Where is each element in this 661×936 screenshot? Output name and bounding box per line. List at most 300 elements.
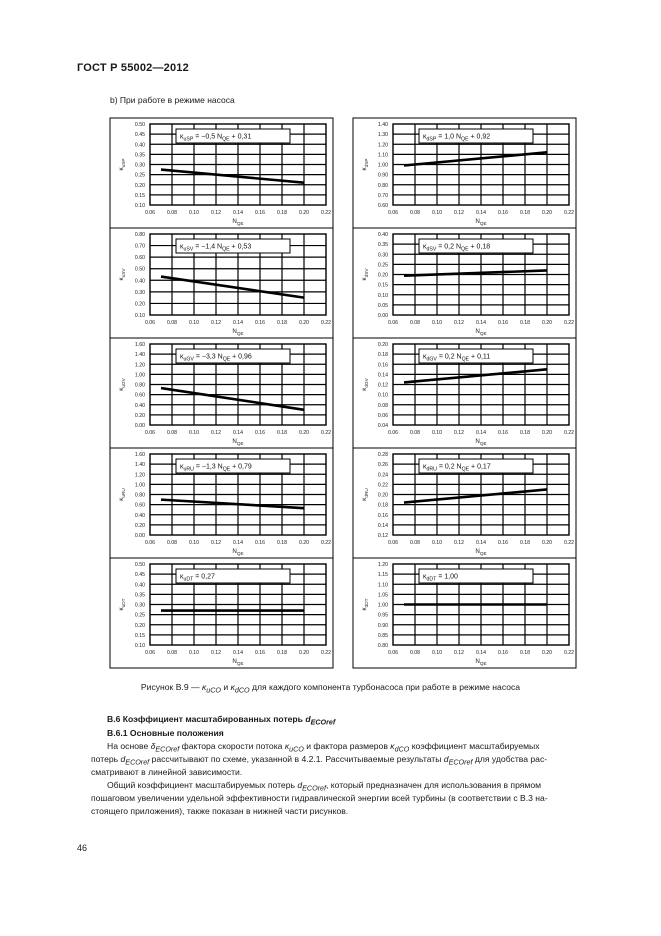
legend-kappa-sub: uSP	[183, 136, 194, 143]
y-tick-label: 0.16	[377, 362, 388, 369]
y-tick-label: 0.05	[377, 302, 388, 309]
x-tick-label: 0.20	[298, 430, 310, 436]
legend-box	[419, 239, 533, 253]
x-axis-label	[232, 548, 243, 556]
x-tick-label: 0.12	[210, 540, 222, 546]
page-number: 46	[77, 843, 88, 853]
y-tick-label: 1.00	[377, 162, 388, 169]
legend-kappa-sub: dGV	[426, 356, 437, 363]
x-tick-label: 0.08	[166, 540, 178, 546]
b6-title-text: B.6 Коэффициент масштабированных потерь	[107, 714, 306, 724]
legend-kappa: κ	[423, 243, 427, 251]
caption-suffix: для каждого компонента турбонасоса при работе в режиме насоса	[249, 682, 521, 692]
legend-box	[419, 129, 533, 143]
x-tick-label: 0.20	[298, 650, 310, 656]
y-axis-label	[118, 488, 126, 500]
x-tick-label: 0.18	[276, 540, 288, 546]
document-header: ГОСТ Р 55002—2012	[77, 62, 189, 74]
x-axis-label-sub: QE	[479, 331, 487, 336]
legend-kappa-sub: dDT	[426, 576, 437, 583]
x-tick-label: 0.10	[188, 430, 200, 436]
x-axis-label-main: N	[232, 658, 237, 665]
legend-kappa: κ	[180, 243, 184, 251]
legend-nqe-sub: QE	[222, 466, 231, 473]
legend-box	[419, 349, 533, 363]
y-tick-label: 1.05	[377, 592, 388, 599]
y-tick-label: 1.40	[134, 352, 145, 359]
legend-intercept: + 0,11	[469, 353, 491, 361]
y-axis-label-sub: uSV	[121, 268, 126, 278]
y-tick-label: 0.20	[377, 342, 388, 348]
y-tick-label: 1.60	[134, 452, 145, 458]
y-tick-label: 0.30	[377, 252, 388, 259]
x-tick-label: 0.16	[497, 210, 509, 216]
x-tick-label: 0.06	[387, 320, 399, 326]
paragraph-line-3: сматривают в линейной зависимости.	[91, 767, 243, 777]
paragraph-line-5: пошаговом увеличении удельной эффективности гидравлической энергии всей турбины (в соответствии с B.3 на-	[91, 793, 548, 803]
y-tick-label: 0.60	[377, 203, 388, 209]
y-tick-label: 0.26	[377, 462, 388, 469]
legend-nqe-sub: QE	[222, 356, 231, 363]
section-b6-title	[107, 714, 335, 727]
x-axis-label-main: N	[232, 438, 237, 445]
x-tick-label: 0.12	[210, 650, 222, 656]
legend-eq-part: = −3,3 N	[193, 353, 223, 361]
x-axis-label	[475, 548, 486, 556]
y-tick-label: 0.30	[134, 162, 145, 169]
y-axis-label-sub: uRU	[121, 488, 126, 498]
legend-nqe-sub: QE	[461, 246, 469, 253]
legend-kappa: κ	[423, 463, 427, 471]
y-axis-label-sub: uGV	[121, 378, 126, 388]
p4-d: d	[297, 780, 303, 790]
legend-nqe-sub: QE	[222, 136, 230, 143]
legend-kappa: κ	[180, 463, 184, 471]
y-tick-label: 0.10	[377, 392, 388, 399]
y-tick-label: 0.15	[134, 632, 145, 639]
y-tick-label: 0.90	[377, 622, 388, 629]
x-tick-label: 0.22	[563, 540, 575, 546]
p1-c: и фактора размеров	[303, 741, 391, 751]
y-tick-label: 0.80	[134, 492, 145, 499]
x-tick-label: 0.22	[320, 210, 332, 216]
x-tick-label: 0.08	[166, 650, 178, 656]
x-tick-label: 0.14	[475, 430, 487, 436]
x-axis-label-sub: QE	[236, 661, 244, 666]
x-tick-label: 0.20	[541, 210, 553, 216]
p1-kappa-u-sub: uCO	[289, 745, 304, 754]
x-tick-label: 0.22	[563, 320, 575, 326]
chart-panel-left-5	[110, 558, 333, 668]
paragraph-line-6: стоящего приложения), также показан в нижней части рисунков.	[91, 806, 349, 816]
y-tick-label: 0.80	[134, 232, 145, 238]
x-axis-label-main: N	[475, 548, 480, 555]
x-tick-label: 0.10	[431, 430, 443, 436]
y-tick-label: 0.25	[134, 612, 145, 619]
x-tick-label: 0.16	[254, 430, 266, 436]
legend-kappa-sub: uGV	[183, 356, 194, 363]
legend-kappa-sub: uDT	[183, 576, 194, 583]
y-axis-label-sub: dSV	[364, 268, 369, 278]
x-axis-label	[475, 328, 486, 336]
legend-nqe-sub: QE	[461, 466, 470, 473]
y-tick-label: 0.04	[377, 423, 388, 429]
y-tick-label: 0.22	[377, 482, 388, 489]
legend-eq-part: = −0,5 N	[193, 133, 223, 141]
y-tick-label: 0.40	[134, 512, 145, 519]
x-tick-label: 0.06	[387, 650, 399, 656]
x-axis-label	[232, 658, 243, 666]
y-tick-label: 0.70	[134, 243, 145, 250]
x-tick-label: 0.14	[232, 320, 244, 326]
x-tick-label: 0.18	[519, 320, 531, 326]
y-axis-label-main: κ	[118, 167, 125, 171]
p1-d: коэффициент масштабируемых	[409, 741, 540, 751]
y-tick-label: 0.40	[377, 232, 388, 238]
y-tick-label: 1.30	[377, 132, 388, 139]
caption-kappa-u-sub: uCO	[206, 686, 221, 695]
legend-kappa-sub: uSV	[183, 246, 194, 253]
x-tick-label: 0.14	[475, 210, 487, 216]
x-axis-label-sub: QE	[479, 551, 487, 556]
x-axis-label	[475, 218, 486, 226]
p1-kappa-d-sub: dCO	[394, 745, 410, 754]
x-tick-label: 0.08	[409, 650, 421, 656]
p4-b: , который предназначен для использования в прямом	[326, 780, 542, 790]
chart-panel-right-2	[353, 228, 576, 338]
y-tick-label: 0.14	[377, 372, 388, 379]
x-tick-label: 0.10	[431, 210, 443, 216]
p2-d: d	[120, 754, 126, 764]
x-tick-label: 0.06	[144, 210, 156, 216]
x-tick-label: 0.12	[453, 540, 465, 546]
x-tick-label: 0.22	[320, 540, 332, 546]
figure-caption	[0, 682, 661, 695]
y-tick-label: 0.35	[134, 152, 145, 159]
x-tick-label: 0.16	[254, 650, 266, 656]
y-tick-label: 0.10	[134, 643, 145, 649]
y-axis-label-main: κ	[361, 167, 368, 171]
y-axis-label	[361, 377, 369, 390]
x-tick-label: 0.16	[497, 430, 509, 436]
x-axis-label-sub: QE	[236, 441, 244, 446]
y-tick-label: 1.00	[377, 602, 388, 609]
p1-kappa-d: κ	[390, 741, 395, 751]
x-tick-label: 0.08	[166, 210, 178, 216]
y-tick-label: 0.16	[377, 512, 388, 519]
y-tick-label: 0.00	[377, 313, 388, 319]
y-tick-label: 1.20	[134, 362, 145, 369]
y-axis-label-main: κ	[118, 607, 125, 611]
x-tick-label: 0.06	[387, 430, 399, 436]
x-tick-label: 0.12	[453, 210, 465, 216]
legend-intercept: + 0,17	[469, 463, 491, 471]
x-axis-label-sub: QE	[236, 221, 244, 226]
x-tick-label: 0.16	[254, 540, 266, 546]
x-tick-label: 0.22	[563, 210, 575, 216]
x-axis-label-sub: QE	[479, 221, 487, 226]
y-tick-label: 0.40	[134, 582, 145, 589]
x-tick-label: 0.08	[409, 430, 421, 436]
x-tick-label: 0.18	[276, 430, 288, 436]
y-tick-label: 0.35	[377, 242, 388, 249]
y-axis-label-main: κ	[118, 497, 125, 501]
x-tick-label: 0.18	[519, 650, 531, 656]
y-axis-label	[118, 377, 126, 390]
x-axis-label	[475, 438, 486, 446]
caption-mid: и	[221, 682, 231, 692]
y-tick-label: 1.15	[377, 572, 388, 579]
x-axis-label-main: N	[475, 438, 480, 445]
x-tick-label: 0.06	[144, 650, 156, 656]
y-tick-label: 0.50	[134, 266, 145, 273]
y-axis-label-main: κ	[361, 607, 368, 611]
y-tick-label: 0.30	[134, 289, 145, 296]
legend-eq-part: = 0,2 N	[436, 463, 462, 471]
y-tick-label: 0.20	[134, 522, 145, 529]
y-tick-label: 0.90	[377, 172, 388, 179]
x-axis-label-main: N	[232, 548, 237, 555]
y-tick-label: 0.15	[377, 282, 388, 289]
x-tick-label: 0.20	[298, 320, 310, 326]
legend-box	[176, 349, 290, 363]
y-tick-label: 0.45	[134, 132, 145, 139]
x-tick-label: 0.12	[453, 650, 465, 656]
y-tick-label: 0.60	[134, 255, 145, 262]
y-tick-label: 0.95	[377, 612, 388, 619]
y-axis-label-sub: dGV	[364, 378, 369, 388]
y-axis-label	[361, 598, 369, 610]
x-tick-label: 0.12	[210, 430, 222, 436]
y-tick-label: 1.40	[134, 462, 145, 469]
y-tick-label: 0.50	[134, 562, 145, 568]
p1-delta-sub: ECOref	[155, 745, 180, 754]
y-tick-label: 0.40	[134, 278, 145, 285]
x-tick-label: 0.20	[541, 540, 553, 546]
x-tick-label: 0.14	[232, 210, 244, 216]
x-tick-label: 0.06	[387, 210, 399, 216]
y-tick-label: 0.70	[377, 192, 388, 199]
x-tick-label: 0.18	[276, 210, 288, 216]
y-axis-label	[361, 488, 369, 500]
legend-box	[176, 569, 290, 583]
y-tick-label: 1.40	[377, 122, 388, 128]
y-tick-label: 0.60	[134, 502, 145, 509]
chart-panel-left-4	[110, 448, 333, 558]
p2-b: рассчитывают по схеме, указанной в 4.2.1. Рассчитываемые результаты	[149, 754, 444, 764]
y-axis-label	[118, 268, 126, 281]
legend-kappa: κ	[423, 353, 427, 361]
x-tick-label: 0.14	[232, 650, 244, 656]
legend-eq-part: = −1,3 N	[193, 463, 223, 471]
x-tick-label: 0.10	[188, 210, 200, 216]
y-tick-label: 0.00	[134, 423, 145, 429]
x-axis-label-main: N	[475, 328, 480, 335]
caption-kappa-u: κ	[201, 682, 207, 692]
x-tick-label: 0.06	[144, 540, 156, 546]
x-tick-label: 0.14	[475, 650, 487, 656]
y-tick-label: 0.10	[134, 203, 145, 209]
x-axis-label-sub: QE	[236, 551, 244, 556]
legend-kappa-sub: dSP	[426, 136, 437, 143]
x-tick-label: 0.12	[453, 320, 465, 326]
y-tick-label: 0.25	[134, 172, 145, 179]
y-tick-label: 0.30	[134, 602, 145, 609]
x-tick-label: 0.16	[497, 650, 509, 656]
legend-intercept: + 0,31	[229, 133, 252, 141]
legend-intercept: + 0,92	[468, 133, 491, 141]
y-tick-label: 0.15	[134, 192, 145, 199]
legend-nqe-sub: QE	[461, 136, 469, 143]
chart-panel-left-3	[110, 338, 333, 448]
p2-c: для удобства рас-	[472, 754, 548, 764]
y-tick-label: 0.80	[377, 643, 388, 649]
y-axis-label	[118, 159, 126, 171]
x-tick-label: 0.08	[409, 320, 421, 326]
x-axis-label	[475, 658, 486, 666]
y-axis-label	[361, 268, 369, 281]
y-axis-label-sub: dRU	[364, 488, 369, 498]
y-tick-label: 0.45	[134, 572, 145, 579]
y-axis-label-sub: dSP	[364, 158, 369, 168]
y-tick-label: 1.20	[377, 562, 388, 568]
x-tick-label: 0.12	[210, 320, 222, 326]
x-axis-label-sub: QE	[479, 441, 487, 446]
y-tick-label: 0.20	[134, 301, 145, 308]
x-axis-label-sub: QE	[479, 661, 487, 666]
legend-kappa: κ	[423, 573, 427, 581]
x-tick-label: 0.08	[166, 430, 178, 436]
b6-symbol: d	[305, 714, 311, 724]
x-tick-label: 0.22	[320, 430, 332, 436]
x-axis-label-main: N	[232, 328, 237, 335]
chart-panel-right-4	[353, 448, 576, 558]
y-tick-label: 0.80	[377, 182, 388, 189]
y-tick-label: 0.06	[377, 412, 388, 419]
y-tick-label: 0.50	[134, 122, 145, 128]
x-tick-label: 0.18	[519, 430, 531, 436]
y-tick-label: 0.40	[134, 402, 145, 409]
x-axis-label-sub: QE	[236, 331, 244, 336]
legend-intercept: + 0,18	[468, 243, 491, 251]
legend-nqe-sub: QE	[222, 246, 230, 253]
y-tick-label: 0.25	[377, 262, 388, 269]
legend-eq-part: = 0,2 N	[436, 353, 462, 361]
y-tick-label: 1.00	[134, 372, 145, 379]
x-tick-label: 0.22	[563, 430, 575, 436]
legend-eq-part: = −1,4 N	[193, 243, 223, 251]
x-tick-label: 0.10	[431, 320, 443, 326]
x-axis-label	[232, 328, 243, 336]
x-tick-label: 0.06	[387, 540, 399, 546]
p2-d2: d	[443, 754, 449, 764]
x-tick-label: 0.16	[497, 320, 509, 326]
legend-kappa: κ	[423, 133, 427, 141]
x-tick-label: 0.14	[475, 540, 487, 546]
x-tick-label: 0.16	[497, 540, 509, 546]
x-tick-label: 0.22	[320, 650, 332, 656]
x-tick-label: 0.10	[188, 650, 200, 656]
y-tick-label: 0.08	[377, 402, 388, 409]
caption-kappa-d: κ	[230, 682, 235, 692]
x-tick-label: 0.10	[188, 320, 200, 326]
x-tick-label: 0.08	[409, 540, 421, 546]
y-axis-label-main: κ	[118, 387, 125, 391]
legend-box	[419, 459, 533, 473]
x-tick-label: 0.14	[475, 320, 487, 326]
legend-nqe-sub: QE	[461, 356, 470, 363]
legend-intercept: + 0,53	[229, 243, 252, 251]
x-tick-label: 0.06	[144, 320, 156, 326]
y-tick-label: 0.60	[134, 392, 145, 399]
legend-eq-part: = 0,27	[193, 573, 215, 581]
x-tick-label: 0.18	[519, 210, 531, 216]
x-axis-label-main: N	[232, 218, 237, 225]
x-tick-label: 0.20	[298, 540, 310, 546]
section-b61-title: B.6.1 Основные положения	[107, 728, 224, 738]
y-tick-label: 0.24	[377, 472, 388, 479]
y-tick-label: 0.12	[377, 533, 388, 539]
y-tick-label: 0.18	[377, 502, 388, 509]
p1-b: фактора скорости потока	[179, 741, 285, 751]
x-tick-label: 0.20	[298, 210, 310, 216]
y-tick-label: 0.20	[377, 492, 388, 499]
chart-panel-right-1	[353, 118, 576, 228]
y-axis-label-sub: uSP	[121, 158, 126, 168]
x-axis-label	[232, 218, 243, 226]
chart-panel-left-2	[110, 228, 333, 338]
y-tick-label: 0.35	[134, 592, 145, 599]
x-tick-label: 0.20	[541, 650, 553, 656]
y-axis-label-sub: dDT	[364, 598, 369, 608]
x-tick-label: 0.20	[541, 430, 553, 436]
legend-intercept: + 0,96	[230, 353, 252, 361]
y-tick-label: 0.14	[377, 522, 388, 529]
legend-box	[176, 239, 290, 253]
chart-panel-left-1	[110, 118, 333, 228]
x-axis-label	[232, 438, 243, 446]
b6-symbol-sub: ECOref	[310, 718, 336, 727]
y-tick-label: 0.18	[377, 352, 388, 359]
x-tick-label: 0.16	[254, 320, 266, 326]
legend-box	[419, 569, 533, 583]
y-tick-label: 0.12	[377, 382, 388, 389]
y-axis-label	[361, 159, 369, 171]
x-tick-label: 0.18	[519, 540, 531, 546]
caption-kappa-d-sub: dCO	[234, 686, 250, 695]
y-tick-label: 0.20	[134, 622, 145, 629]
x-tick-label: 0.18	[276, 320, 288, 326]
y-axis-label-main: κ	[118, 277, 125, 281]
x-tick-label: 0.08	[409, 210, 421, 216]
legend-intercept: + 0,79	[230, 463, 252, 471]
p1-a: На основе	[107, 741, 151, 751]
y-tick-label: 1.60	[134, 342, 145, 348]
y-axis-label-sub: uDT	[121, 598, 126, 608]
x-tick-label: 0.14	[232, 430, 244, 436]
y-axis-label-main: κ	[361, 277, 368, 281]
y-tick-label: 1.10	[377, 152, 388, 159]
y-tick-label: 0.00	[134, 533, 145, 539]
x-tick-label: 0.14	[232, 540, 244, 546]
x-tick-label: 0.22	[320, 320, 332, 326]
x-tick-label: 0.06	[144, 430, 156, 436]
legend-box	[176, 129, 290, 143]
x-tick-label: 0.10	[431, 650, 443, 656]
figure-subheading: b) При работе в режиме насоса	[110, 95, 235, 105]
chart-panel-right-5	[353, 558, 576, 668]
caption-prefix: Рисунок B.9 —	[140, 682, 202, 692]
